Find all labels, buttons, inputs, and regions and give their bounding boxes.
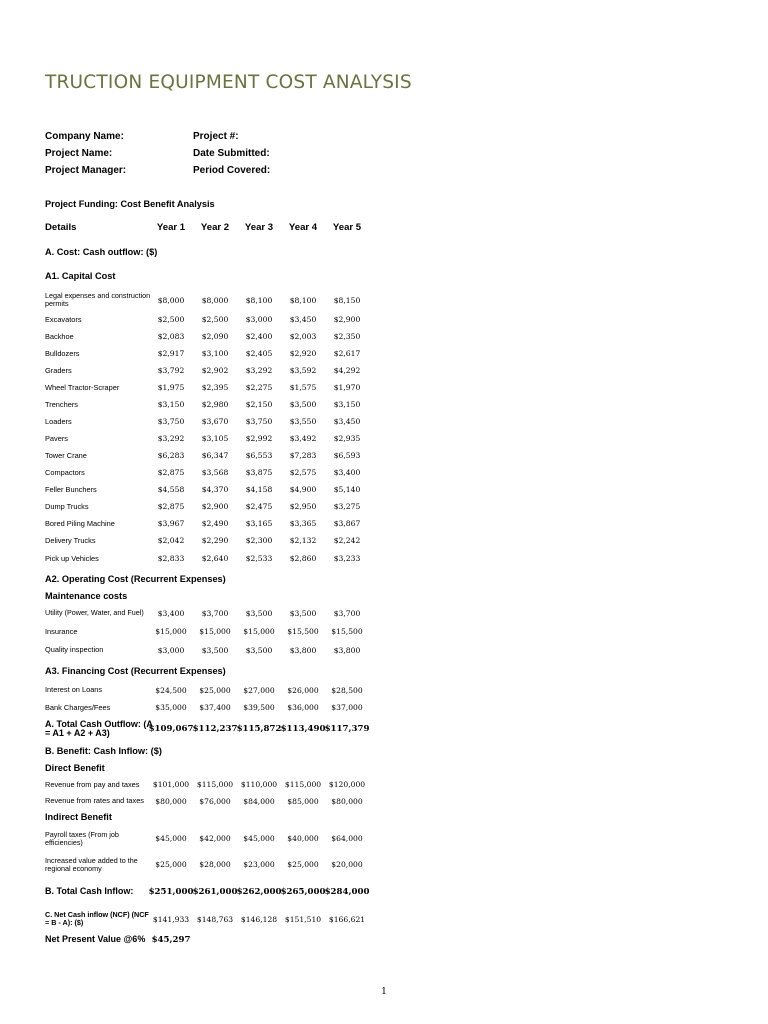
value-cell: $6,283	[157, 451, 185, 460]
table-row	[45, 793, 385, 809]
row-label: Revenue from pay and taxes	[45, 779, 140, 789]
row-label: Legal expenses and construction permits	[45, 291, 151, 308]
value-cell: $8,000	[201, 295, 229, 305]
value-cell: $6,593	[333, 451, 361, 460]
value-cell: $2,290	[201, 536, 229, 545]
value-cell: $37,400	[199, 703, 231, 712]
value-cell: $39,500	[243, 703, 275, 712]
value-cell: $3,150	[157, 400, 185, 409]
value-cell: $42,000	[199, 834, 231, 843]
value-cell: $2,950	[289, 502, 317, 511]
value-cell: $8,150	[333, 295, 361, 305]
row-label: Quality inspection	[45, 645, 104, 654]
value-cell: $3,750	[245, 417, 273, 426]
value-cell: $23,000	[243, 860, 275, 869]
value-cell: $8,100	[289, 295, 317, 305]
value-cell: $3,000	[157, 645, 185, 655]
value-cell: $3,365	[289, 519, 317, 528]
row-label: Revenue from rates and taxes	[45, 796, 145, 805]
value-cell: $3,792	[157, 366, 185, 375]
value-cell: $101,000	[152, 780, 190, 789]
table-row	[45, 515, 385, 532]
value-cell: $251,000	[148, 887, 194, 897]
row-label: Utility (Power, Water, and Fuel)	[45, 608, 144, 617]
value-cell: $2,920	[289, 349, 317, 358]
section-label: B. Benefit: Cash Inflow: ($)	[45, 746, 162, 756]
value-cell: $4,558	[157, 485, 185, 494]
table-row	[45, 623, 385, 640]
value-cell: $3,000	[245, 315, 273, 324]
table-row	[45, 362, 385, 379]
value-cell: $166,621	[328, 914, 366, 924]
row-label: Delivery Trucks	[45, 535, 96, 545]
value-cell: $3,800	[333, 645, 361, 655]
value-cell: $3,550	[289, 417, 317, 426]
value-cell: $265,000	[280, 887, 326, 897]
value-cell: $3,233	[333, 554, 361, 563]
value-cell: $80,000	[331, 796, 363, 806]
value-cell: $3,500	[289, 608, 317, 618]
value-cell: $2,275	[245, 383, 273, 392]
row-label: Tower Crane	[45, 450, 87, 460]
value-cell: $2,083	[157, 332, 185, 341]
value-cell: $146,128	[240, 914, 278, 924]
value-cell: $3,275	[333, 502, 361, 511]
row-label: B. Total Cash Inflow:	[45, 886, 134, 897]
section-heading	[45, 568, 385, 589]
value-cell: $261,000	[192, 887, 238, 897]
table-row	[45, 328, 385, 345]
value-cell: $76,000	[199, 796, 231, 806]
period-covered-label: Period Covered:	[193, 165, 271, 176]
value-cell: $3,500	[245, 645, 273, 655]
value-cell: $2,405	[245, 349, 273, 358]
value-cell: $28,500	[331, 685, 363, 695]
row-label: Compactors	[45, 467, 85, 477]
value-cell: $15,000	[243, 627, 275, 636]
value-cell: $4,900	[289, 485, 317, 494]
table-row	[45, 379, 385, 396]
row-label: Loaders	[45, 416, 72, 426]
table-row	[45, 413, 385, 430]
row-label: Bulldozers	[45, 348, 80, 358]
section-heading	[45, 660, 385, 681]
value-cell: $80,000	[155, 796, 187, 806]
value-cell: $40,000	[287, 834, 319, 843]
info-row	[45, 165, 445, 182]
value-cell: $37,000	[331, 703, 363, 712]
row-label: Trenchers	[45, 399, 78, 409]
value-cell: $3,292	[245, 366, 273, 375]
value-cell: $2,500	[157, 315, 185, 324]
section-label: Direct Benefit	[45, 763, 105, 773]
row-label: Wheel Tractor-Scraper	[45, 382, 120, 392]
section-label: A3. Financing Cost (Recurrent Expenses)	[45, 665, 226, 676]
value-cell: $1,970	[333, 383, 361, 392]
value-cell: $84,000	[243, 796, 275, 806]
value-cell: $2,860	[289, 554, 317, 563]
value-cell: $35,000	[155, 703, 187, 712]
year-header: Year 2	[200, 221, 230, 233]
value-cell: $1,975	[157, 383, 185, 392]
project-info	[45, 131, 445, 182]
column-header-row	[45, 213, 385, 241]
value-cell: $64,000	[331, 834, 363, 843]
table-row	[45, 345, 385, 362]
value-cell: $28,000	[199, 860, 231, 869]
value-cell: $113,490	[280, 724, 326, 734]
value-cell: $2,900	[333, 315, 361, 324]
row-label: Details	[45, 221, 77, 233]
project-manager-label: Project Manager:	[45, 165, 127, 176]
value-cell: $3,100	[201, 349, 229, 358]
value-cell: $3,592	[289, 366, 317, 375]
row-label: Graders	[45, 365, 72, 375]
value-cell: $2,902	[201, 366, 229, 375]
value-cell: $25,000	[199, 685, 231, 695]
value-cell: $45,000	[155, 834, 187, 843]
table-row	[45, 464, 385, 481]
value-cell: $3,400	[333, 468, 361, 477]
value-cell: $151,510	[284, 914, 322, 924]
row-label: A. Total Cash Outflow: (A = A1 + A2 + A3)	[45, 718, 153, 738]
value-cell: $3,967	[157, 519, 185, 528]
value-cell: $2,003	[289, 332, 317, 341]
table-row	[45, 311, 385, 328]
value-cell: $2,533	[245, 554, 273, 563]
row-label: C. Net Cash inflow (NCF) (NCF = B - A): ($)	[45, 910, 149, 927]
row-label: Increased value added to the regional economy	[45, 855, 138, 873]
section-label: A1. Capital Cost	[45, 271, 116, 281]
row-label: Excavators	[45, 314, 82, 324]
value-cell: $115,000	[196, 780, 234, 789]
value-cell: $2,875	[157, 468, 185, 477]
value-cell: $2,935	[333, 434, 361, 443]
page-number: 1	[381, 987, 387, 997]
value-cell: $2,833	[157, 554, 185, 563]
row-label: Dump Trucks	[45, 501, 89, 511]
table-row	[45, 776, 385, 793]
value-cell: $2,242	[333, 536, 361, 545]
row-label: Net Present Value @6%	[45, 933, 146, 944]
value-cell: $2,042	[157, 536, 185, 545]
cost-benefit-table	[45, 195, 385, 948]
value-cell: $3,500	[289, 400, 317, 409]
section-label: A. Cost: Cash outflow: ($)	[45, 247, 158, 257]
value-cell: $3,292	[157, 434, 185, 443]
section-heading	[45, 809, 385, 825]
year-header: Year 5	[332, 221, 362, 233]
value-cell: $2,980	[201, 400, 229, 409]
value-cell: $3,500	[201, 645, 229, 655]
value-cell: $3,700	[333, 608, 361, 618]
value-cell: $26,000	[287, 685, 319, 695]
value-cell: $24,500	[155, 685, 187, 695]
value-cell: $4,370	[201, 485, 229, 494]
section-label: Project Funding: Cost Benefit Analysis	[45, 199, 215, 209]
value-cell: $45,297	[151, 934, 191, 945]
value-cell: $4,158	[245, 485, 273, 494]
value-cell: $2,640	[201, 554, 229, 563]
value-cell: $3,400	[157, 608, 185, 618]
year-header: Year 1	[156, 221, 186, 233]
company-name-label: Company Name:	[45, 131, 124, 142]
value-cell: $45,000	[243, 834, 275, 843]
value-cell: $2,350	[333, 332, 361, 341]
value-cell: $2,575	[289, 468, 317, 477]
info-row	[45, 148, 445, 165]
value-cell: $3,450	[333, 417, 361, 426]
value-cell: $115,000	[284, 780, 322, 789]
info-row	[45, 131, 445, 148]
value-cell: $2,992	[245, 434, 273, 443]
value-cell: $117,379	[324, 724, 370, 734]
value-cell: $3,700	[201, 608, 229, 618]
row-label: Bank Charges/Fees	[45, 702, 111, 712]
value-cell: $3,492	[289, 434, 317, 443]
table-row	[45, 549, 385, 568]
value-cell: $3,867	[333, 519, 361, 528]
table-row	[45, 447, 385, 464]
value-cell: $141,933	[152, 914, 190, 924]
table-row	[45, 289, 385, 311]
value-cell: $2,395	[201, 383, 229, 392]
value-cell: $6,347	[201, 451, 229, 460]
value-cell: $2,500	[201, 315, 229, 324]
value-cell: $2,150	[245, 400, 273, 409]
value-cell: $5,140	[333, 485, 361, 494]
value-cell: $15,000	[155, 627, 187, 636]
value-cell: $25,000	[287, 860, 319, 869]
row-label: Bored Piling Machine	[45, 518, 115, 528]
value-cell: $8,100	[245, 295, 273, 305]
project-number-label: Project #:	[193, 131, 239, 142]
table-row	[45, 481, 385, 498]
row-label: Interest on Loans	[45, 685, 103, 694]
value-cell: $1,575	[289, 383, 317, 392]
value-cell: $3,165	[245, 519, 273, 528]
row-label: Pavers	[45, 433, 69, 443]
section-label: Maintenance costs	[45, 591, 128, 601]
row-label: Feller Bunchers	[45, 484, 97, 494]
section-heading	[45, 589, 385, 603]
value-cell: $3,875	[245, 468, 273, 477]
value-cell: $3,670	[201, 417, 229, 426]
value-cell: $115,872	[236, 724, 282, 734]
table-row	[45, 532, 385, 549]
table-row	[45, 498, 385, 515]
section-heading	[45, 195, 385, 213]
section-heading	[45, 742, 385, 760]
table-row	[45, 603, 385, 623]
value-cell: $85,000	[287, 796, 319, 806]
section-heading	[45, 263, 385, 289]
value-cell: $6,553	[245, 451, 273, 460]
section-label: A2. Operating Cost (Recurrent Expenses)	[45, 573, 226, 584]
value-cell: $2,900	[201, 502, 229, 511]
year-header: Year 4	[288, 221, 318, 233]
value-cell: $3,568	[201, 468, 229, 477]
value-cell: $15,000	[199, 627, 231, 636]
value-cell: $7,283	[289, 451, 317, 460]
value-cell: $2,132	[289, 536, 317, 545]
year-header: Year 3	[244, 221, 274, 233]
section-heading	[45, 241, 385, 263]
value-cell: $284,000	[324, 887, 370, 897]
row-label: Payroll taxes (From job efficiencies)	[45, 829, 119, 847]
value-cell: $109,067	[148, 724, 194, 734]
value-cell: $2,875	[157, 502, 185, 511]
value-cell: $3,750	[157, 417, 185, 426]
value-cell: $2,400	[245, 332, 273, 341]
value-cell: $3,150	[333, 400, 361, 409]
value-cell: $25,000	[155, 860, 187, 869]
value-cell: $2,617	[333, 349, 361, 358]
value-cell: $20,000	[331, 860, 363, 869]
value-cell: $262,000	[236, 887, 282, 897]
value-cell: $3,450	[289, 315, 317, 324]
row-label: Pick up Vehicles	[45, 553, 99, 563]
table-row	[45, 852, 385, 877]
table-row	[45, 640, 385, 660]
value-cell: $110,000	[240, 780, 278, 789]
value-cell: $8,000	[157, 295, 185, 305]
value-cell: $15,500	[287, 627, 319, 636]
value-cell: $2,090	[201, 332, 229, 341]
date-submitted-label: Date Submitted:	[193, 148, 270, 159]
table-row	[45, 699, 385, 716]
value-cell: $27,000	[243, 685, 275, 695]
value-cell: $120,000	[328, 780, 366, 789]
table-row	[45, 430, 385, 447]
total-row	[45, 716, 385, 742]
value-cell: $148,763	[196, 914, 234, 924]
value-cell: $36,000	[287, 703, 319, 712]
total-row	[45, 931, 385, 948]
table-row	[45, 825, 385, 852]
row-label: Insurance	[45, 626, 78, 636]
value-cell: $2,917	[157, 349, 185, 358]
document-title: TRUCTION EQUIPMENT COST ANALYSIS	[45, 72, 412, 93]
value-cell: $2,300	[245, 536, 273, 545]
table-row	[45, 681, 385, 699]
value-cell: $2,475	[245, 502, 273, 511]
total-row	[45, 877, 385, 907]
value-cell: $3,800	[289, 645, 317, 655]
table-row	[45, 396, 385, 413]
value-cell: $4,292	[333, 366, 361, 375]
value-cell: $3,105	[201, 434, 229, 443]
row-label: Backhoe	[45, 331, 74, 341]
value-cell: $15,500	[331, 627, 363, 636]
value-cell: $3,500	[245, 608, 273, 618]
value-cell: $2,490	[201, 519, 229, 528]
section-label: Indirect Benefit	[45, 812, 112, 822]
project-name-label: Project Name:	[45, 148, 113, 159]
section-heading	[45, 760, 385, 776]
net-cash-row	[45, 907, 385, 931]
value-cell: $112,237	[192, 724, 238, 734]
